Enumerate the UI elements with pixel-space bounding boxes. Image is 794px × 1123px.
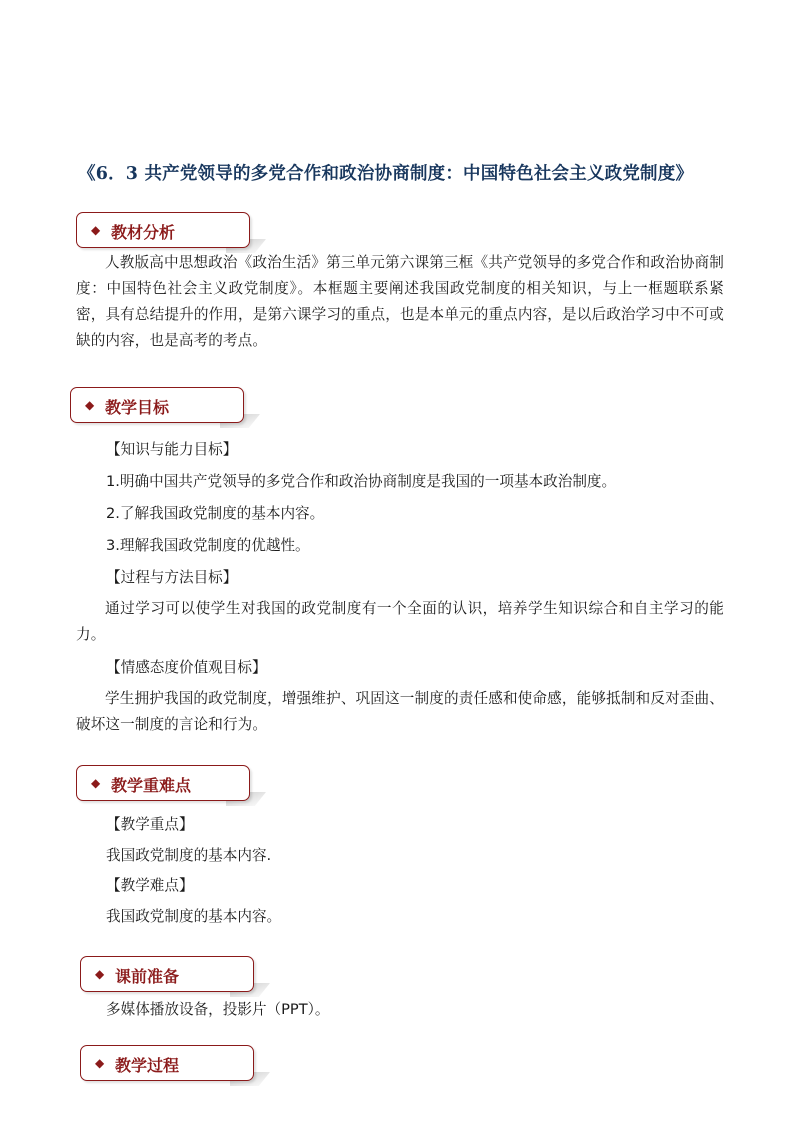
diamond-bullet-icon: ◆ bbox=[85, 398, 95, 412]
knowledge-item: 2.了解我国政党制度的基本内容。 bbox=[106, 505, 325, 522]
diamond-bullet-icon: ◆ bbox=[95, 1056, 105, 1070]
focus-title: 【教学重点】 bbox=[106, 816, 194, 833]
difficulty-text: 我国政党制度的基本内容。 bbox=[106, 908, 282, 925]
knowledge-item: 3.理解我国政党制度的优越性。 bbox=[106, 537, 310, 554]
process-goal-title: 【过程与方法目标】 bbox=[106, 569, 238, 586]
header-box bbox=[80, 1045, 254, 1081]
preparation-text: 多媒体播放设备，投影片（PPT）。 bbox=[106, 1001, 330, 1018]
difficulty-title: 【教学难点】 bbox=[106, 877, 194, 894]
diamond-bullet-icon: ◆ bbox=[95, 967, 105, 981]
knowledge-goal-title: 【知识与能力目标】 bbox=[106, 441, 238, 458]
document-title: 《6．3 共产党领导的多党合作和政治协商制度：中国特色社会主义政党制度》 bbox=[78, 164, 694, 184]
header-box bbox=[70, 387, 244, 423]
section-heading: 教学重难点 bbox=[111, 776, 192, 795]
section-heading: 教材分析 bbox=[111, 223, 176, 242]
diamond-bullet-icon: ◆ bbox=[91, 776, 101, 790]
analysis-paragraph: 人教版高中思想政治《政治生活》第三单元第六课第三框《共产党领导的多党合作和政治协商制度：中国特色社会主义政党制度》。本框题主要阐述我国政党制度的相关知识，与上一框题联系紧密，具有总结提升的作用，是第六课学习的重点，也是本单元的重点内容，是以后政治学习中不可或缺的内容，也是高考的考点。 bbox=[76, 254, 724, 349]
knowledge-item: 1.明确中国共产党领导的多党合作和政治协商制度是我国的一项基本政治制度。 bbox=[106, 473, 617, 490]
focus-text: 我国政党制度的基本内容. bbox=[106, 847, 272, 864]
section-heading: 教学过程 bbox=[115, 1056, 180, 1075]
emotion-goal-text: 学生拥护我国的政党制度，增强维护、巩固这一制度的责任感和使命感，能够抵制和反对歪曲、破坏这一制度的言论和行为。 bbox=[76, 690, 724, 733]
process-goal-text: 通过学习可以使学生对我国的政党制度有一个全面的认识，培养学生知识综合和自主学习的能力。 bbox=[76, 600, 724, 643]
header-box bbox=[76, 212, 250, 248]
section-heading: 课前准备 bbox=[115, 967, 180, 986]
section-heading: 教学目标 bbox=[105, 398, 170, 417]
diamond-bullet-icon: ◆ bbox=[91, 223, 101, 237]
emotion-goal-title: 【情感态度价值观目标】 bbox=[106, 659, 267, 676]
header-box bbox=[76, 765, 250, 801]
header-box bbox=[80, 956, 254, 992]
